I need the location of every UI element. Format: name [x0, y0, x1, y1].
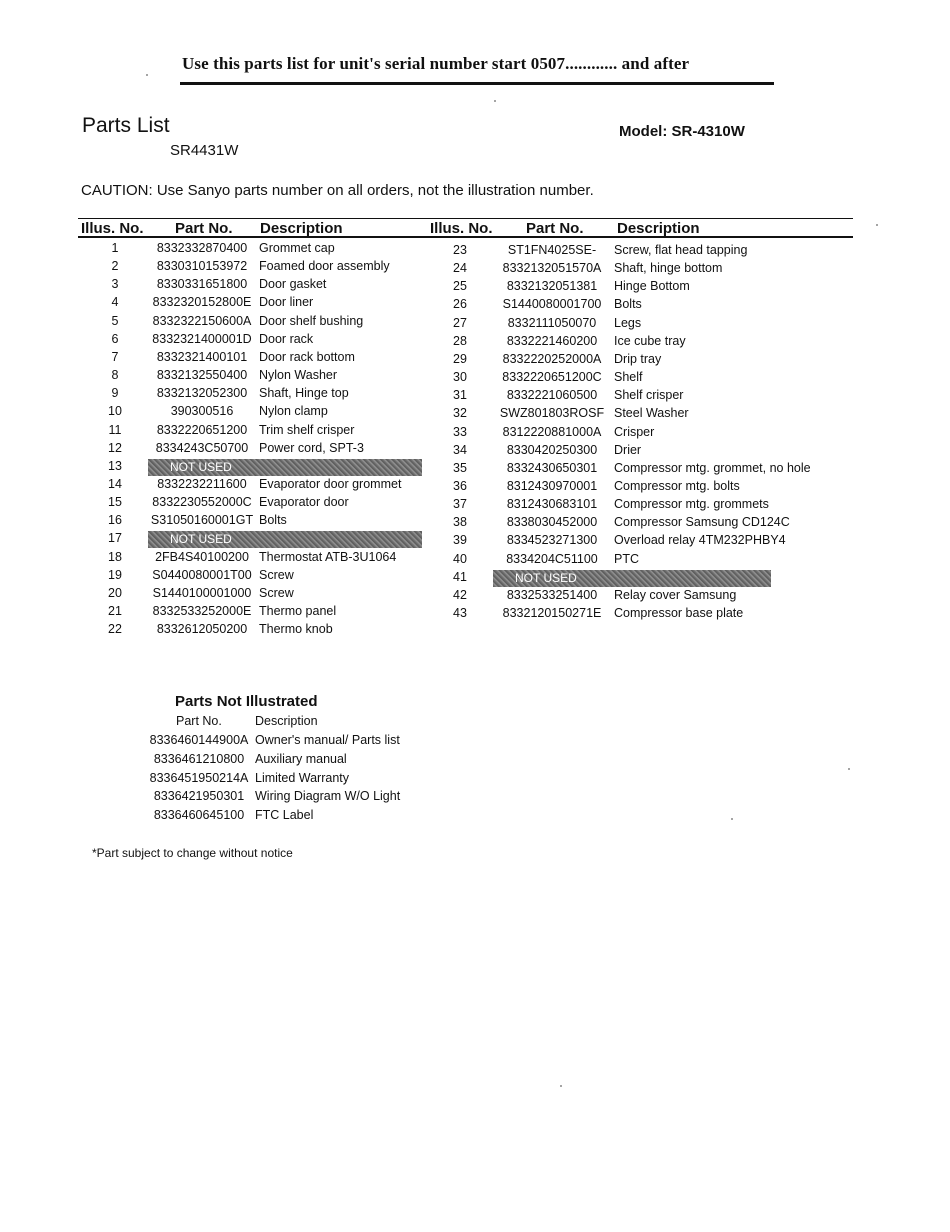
part-number: 8332132051381 — [506, 279, 598, 294]
illus-number: 16 — [108, 513, 122, 528]
right-illus-header: Illus. No. — [430, 220, 493, 237]
illus-number: 31 — [453, 388, 467, 403]
part-number: 8336460645100 — [153, 808, 245, 823]
part-description: Shaft, Hinge top — [259, 386, 349, 401]
table-row — [0, 567, 850, 588]
pni-row — [0, 789, 420, 807]
pni-desc-header: Description — [255, 714, 318, 728]
part-description: Evaporator door grommet — [259, 476, 402, 491]
part-number: 8330331651800 — [156, 277, 248, 292]
part-number: 8336461210800 — [153, 751, 245, 766]
table-row — [0, 388, 850, 406]
right-part-header: Part No. — [526, 220, 584, 237]
part-number: 8332132550400 — [156, 368, 248, 383]
table-row — [0, 458, 850, 479]
table-row — [0, 370, 850, 388]
illus-number: 41 — [453, 569, 467, 584]
illus-number: 9 — [111, 386, 119, 401]
illus-number: 32 — [453, 406, 467, 421]
part-description: Crisper — [614, 424, 655, 439]
part-number: 8312430683101 — [506, 497, 598, 512]
illus-number: 39 — [453, 533, 467, 548]
part-number: 8332533251400 — [506, 587, 598, 602]
part-number: 8312430970001 — [506, 478, 598, 493]
illus-number: 22 — [108, 622, 122, 637]
part-description: Trim shelf crisper — [259, 422, 355, 437]
illus-number: 19 — [108, 567, 122, 582]
table-row — [0, 313, 850, 334]
part-description: Power cord, SPT-3 — [259, 440, 364, 455]
part-number: 8332430650301 — [506, 460, 598, 475]
part-number: 8332533252000E — [152, 604, 252, 618]
part-number: 8332220651200C — [502, 370, 602, 385]
part-description: Ice cube tray — [614, 333, 686, 348]
part-description: Door shelf bushing — [259, 313, 364, 328]
table-row — [0, 279, 850, 297]
illus-number: 3 — [111, 277, 119, 292]
table-top-rule — [78, 218, 853, 219]
illus-number: 8 — [111, 368, 119, 383]
part-description: PTC — [614, 551, 639, 566]
part-description: Nylon clamp — [259, 404, 328, 419]
table-row — [0, 549, 850, 570]
pni-row — [0, 808, 420, 826]
part-description: Compressor base plate — [614, 606, 744, 620]
part-number: 8332230552000C — [152, 495, 252, 510]
caution-note: CAUTION: Use Sanyo parts number on all orders, not the illustration number. — [81, 182, 594, 199]
table-row — [0, 585, 850, 606]
part-number: S1440080001700 — [502, 297, 602, 312]
part-number: S0440080001T00 — [152, 567, 252, 582]
part-number: 8336460144900A — [149, 733, 249, 747]
illus-number: 36 — [453, 478, 467, 493]
illus-number: 38 — [453, 515, 467, 530]
table-row — [0, 622, 430, 640]
illus-number: 15 — [108, 495, 122, 510]
part-description: Door rack bottom — [259, 349, 355, 364]
part-description: Shelf — [614, 370, 643, 385]
part-description: Auxiliary manual — [255, 751, 347, 766]
part-description: Compressor Samsung CD124C — [614, 515, 790, 530]
table-row — [0, 261, 850, 279]
part-description: Bolts — [614, 297, 642, 312]
part-number: 8330310153972 — [156, 259, 248, 274]
part-number: 8332232211600 — [157, 476, 247, 491]
illus-number: 42 — [453, 587, 467, 602]
part-number: 8332321400001D — [152, 331, 252, 346]
banner-underline — [180, 82, 774, 85]
illus-number: 28 — [453, 333, 467, 348]
illus-number: 17 — [108, 531, 122, 546]
part-number: 8332332870400 — [156, 241, 248, 255]
part-number: 8332220252000A — [502, 351, 602, 366]
part-description: Overload relay 4TM232PHBY4 — [614, 533, 786, 548]
scan-speck — [876, 224, 878, 226]
illus-number: 21 — [108, 604, 122, 618]
part-description: Relay cover Samsung — [614, 587, 737, 602]
part-description: Thermo panel — [259, 604, 337, 618]
illus-number: 7 — [111, 349, 119, 364]
part-description: Screw — [259, 567, 294, 582]
illus-number: 14 — [108, 476, 122, 491]
pni-row — [0, 771, 420, 789]
serial-notice-banner: Use this parts list for unit's serial number start 0507............ and after — [182, 54, 690, 73]
part-description: Door gasket — [259, 277, 327, 292]
part-number: ST1FN4025SE- — [507, 243, 597, 257]
part-number: 8334243C50700 — [155, 440, 249, 455]
scan-speck — [494, 100, 496, 102]
table-row — [0, 476, 850, 497]
part-description: Bolts — [259, 513, 287, 528]
part-description: Compressor mtg. grommet, no hole — [614, 460, 811, 475]
table-row — [0, 606, 850, 624]
part-description: Compressor mtg. bolts — [614, 478, 740, 493]
illus-number: 33 — [453, 424, 467, 439]
part-number: 8334523271300 — [506, 533, 598, 548]
illus-number: 5 — [111, 313, 119, 328]
part-number: 8332120150271E — [502, 606, 602, 620]
part-number: S31050160001GT — [150, 513, 254, 528]
left-illus-header: Illus. No. — [81, 220, 144, 237]
scan-speck — [731, 818, 733, 820]
part-number: 8332111050070 — [507, 315, 597, 330]
pni-row — [0, 733, 420, 751]
part-description: Shaft, hinge bottom — [614, 261, 723, 276]
part-description: Thermo knob — [259, 622, 333, 637]
part-description: Drip tray — [614, 351, 662, 366]
part-number: 390300516 — [170, 404, 234, 419]
part-number: 8332132051570A — [502, 261, 602, 276]
part-description: Evaporator door — [259, 495, 349, 510]
part-number: 8332320152800E — [152, 295, 252, 310]
illus-number: 23 — [453, 243, 467, 257]
part-number: 8336421950301 — [153, 789, 245, 804]
part-number: S1440100001000 — [152, 585, 252, 600]
part-number: 8332322150600A — [152, 313, 252, 328]
part-description: Nylon Washer — [259, 368, 338, 383]
part-description: Grommet cap — [259, 241, 335, 255]
pni-part-header: Part No. — [176, 714, 222, 728]
part-description: Thermostat ATB-3U1064 — [259, 549, 397, 564]
table-row — [0, 349, 850, 370]
part-description: Compressor mtg. grommets — [614, 497, 769, 512]
part-number: SWZ801803ROSF — [499, 406, 605, 421]
illus-number: 29 — [453, 351, 467, 366]
part-number: 8338030452000 — [506, 515, 598, 530]
left-part-header: Part No. — [175, 220, 233, 237]
part-number: 8330420250300 — [506, 442, 598, 457]
illus-number: 13 — [108, 458, 122, 473]
part-number: 8332220651200 — [156, 422, 248, 437]
part-number: 8336451950214A — [149, 770, 249, 785]
illus-number: 25 — [453, 279, 467, 294]
table-row — [0, 533, 850, 551]
illus-number: 27 — [453, 315, 467, 330]
illus-number: 18 — [108, 549, 122, 564]
parts-not-illustrated-title: Parts Not Illustrated — [175, 693, 318, 710]
part-number: 8312220881000A — [502, 424, 602, 439]
footnote: *Part subject to change without notice — [92, 846, 293, 860]
table-row — [0, 331, 850, 352]
illus-number: 2 — [111, 259, 119, 274]
model-subtitle: SR4431W — [170, 142, 239, 159]
illus-number: 35 — [453, 460, 467, 475]
illus-number: 34 — [453, 442, 467, 457]
not-used-marker: NOT USED — [148, 531, 422, 548]
part-number: 8332132052300 — [156, 386, 248, 401]
part-number: 8332221460200 — [506, 333, 598, 348]
illus-number: 12 — [108, 440, 122, 455]
part-description: Door rack — [259, 331, 314, 346]
table-row — [0, 515, 850, 533]
illus-number: 30 — [453, 370, 467, 385]
part-description: Limited Warranty — [255, 770, 350, 785]
part-description: Foamed door assembly — [259, 259, 390, 274]
part-description: Hinge Bottom — [614, 279, 690, 294]
model-label: Model: SR-4310W — [619, 123, 745, 140]
page-title: Parts List — [82, 114, 170, 137]
scan-speck — [848, 768, 850, 770]
part-description: Shelf crisper — [614, 388, 684, 403]
illus-number: 26 — [453, 297, 467, 312]
table-row — [0, 406, 850, 424]
table-row — [0, 440, 850, 461]
part-description: Steel Washer — [614, 406, 689, 421]
part-number: 8332221060500 — [506, 388, 598, 403]
part-number: 8334204C51100 — [506, 551, 598, 566]
illus-number: 40 — [453, 551, 467, 566]
not-used-marker: NOT USED — [148, 459, 422, 476]
part-description: Legs — [614, 315, 642, 330]
table-row — [0, 243, 850, 261]
illus-number: 43 — [453, 606, 467, 620]
scan-speck — [560, 1085, 562, 1087]
illus-number: 6 — [111, 331, 119, 346]
part-description: Wiring Diagram W/O Light — [255, 789, 401, 804]
not-used-marker: NOT USED — [493, 570, 771, 587]
illus-number: 24 — [453, 261, 467, 276]
scan-speck — [146, 74, 148, 76]
left-desc-header: Description — [260, 220, 343, 237]
pni-row — [0, 752, 420, 770]
table-row — [0, 497, 850, 515]
illus-number: 4 — [111, 295, 119, 310]
right-desc-header: Description — [617, 220, 700, 237]
part-number: 8332321400101 — [156, 349, 248, 364]
illus-number: 20 — [108, 585, 122, 600]
part-description: Drier — [614, 442, 642, 457]
part-number: 8332612050200 — [156, 622, 248, 637]
illus-number: 37 — [453, 497, 467, 512]
part-description: FTC Label — [255, 808, 314, 823]
table-row — [0, 297, 850, 315]
part-description: Screw, flat head tapping — [614, 243, 748, 257]
table-row — [0, 422, 850, 443]
illus-number: 10 — [108, 404, 122, 419]
part-number: 2FB4S40100200 — [155, 549, 249, 564]
illus-number: 1 — [111, 241, 119, 255]
part-description: Owner's manual/ Parts list — [255, 733, 400, 747]
part-description: Door liner — [259, 295, 314, 310]
part-description: Screw — [259, 585, 294, 600]
illus-number: 11 — [108, 422, 122, 437]
